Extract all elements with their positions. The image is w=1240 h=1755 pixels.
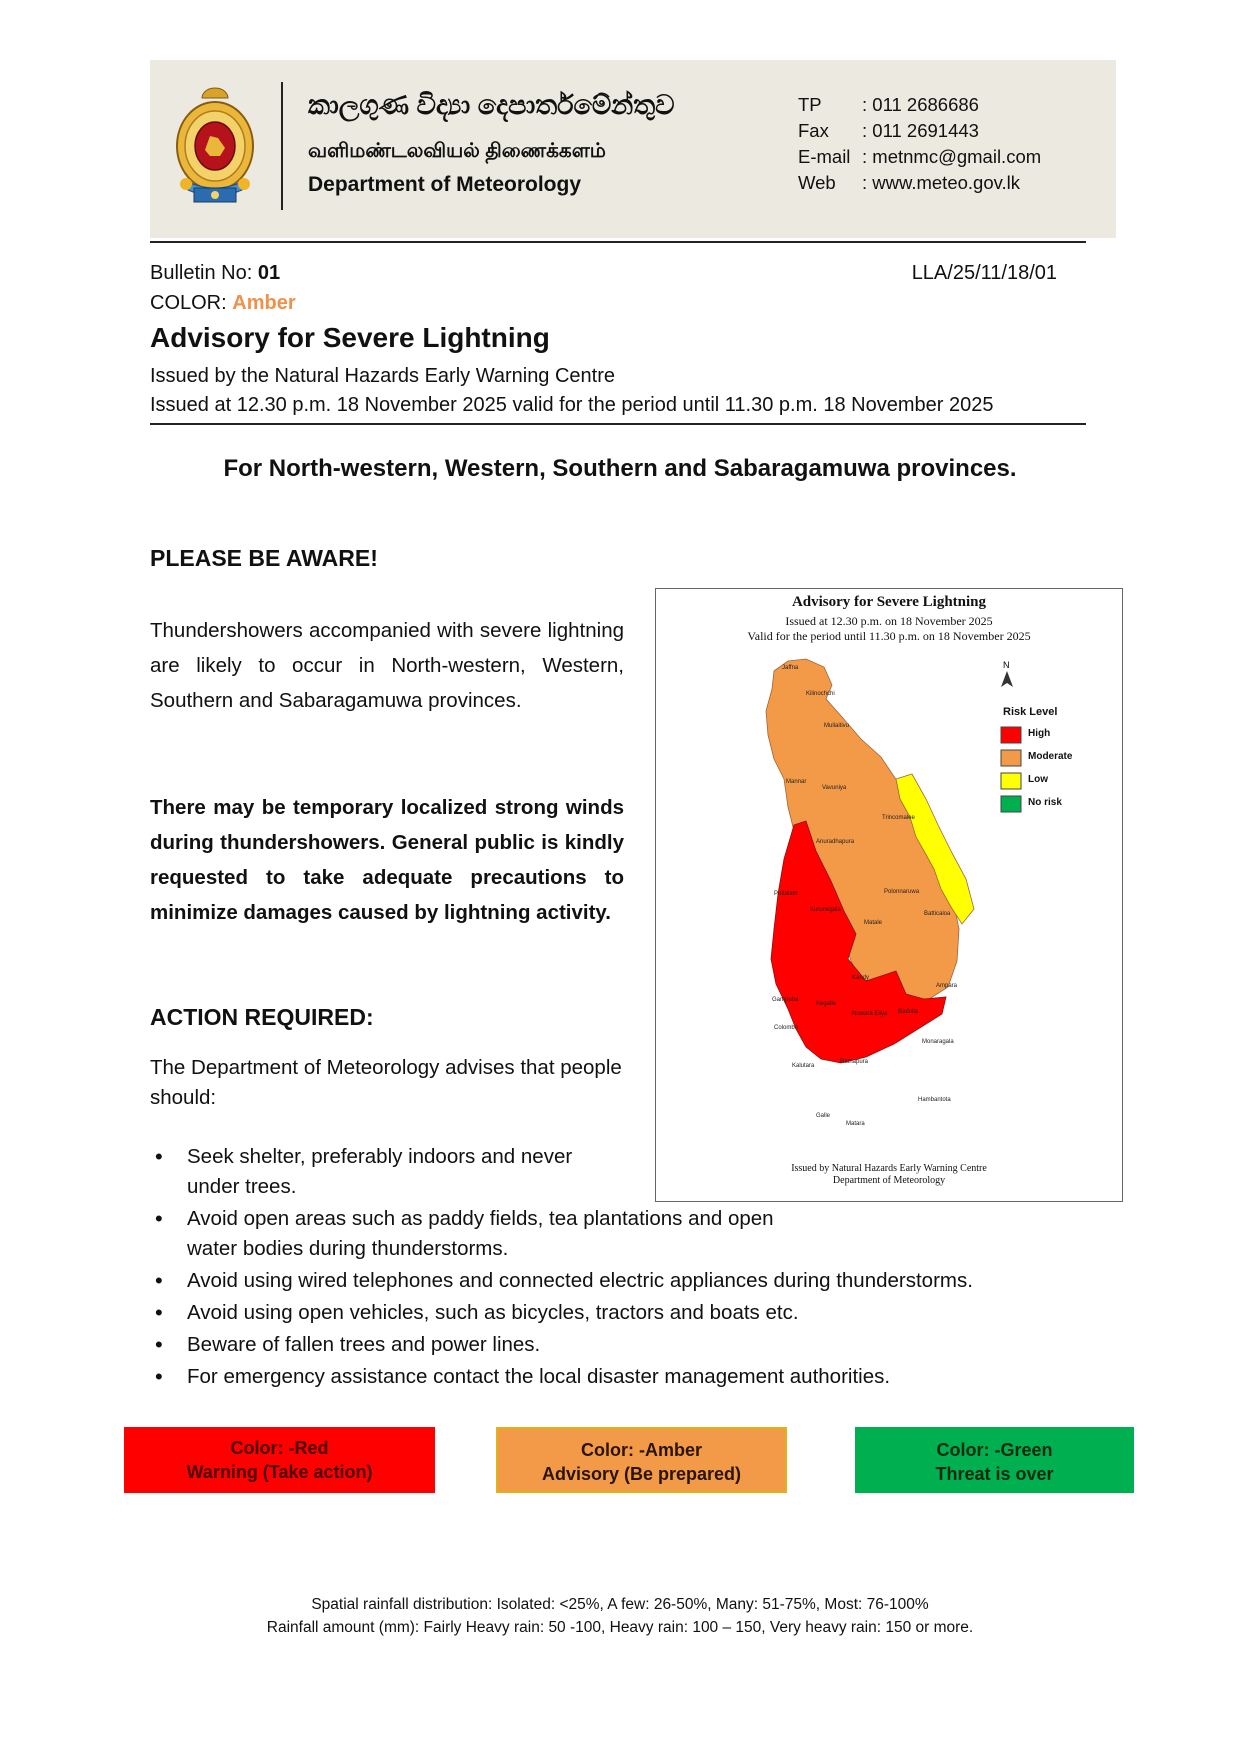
- map-issued: Issued at 12.30 p.m. on 18 November 2025: [785, 614, 993, 628]
- district-label: Mannar: [786, 779, 807, 785]
- provinces-heading: For North-western, Western, Southern and Sabaragamuwa provinces.: [223, 455, 1017, 482]
- letterhead: [150, 60, 1116, 238]
- forecast-paragraph: Thundershowers accompanied with severe lightning are likely to occur in North-western, Western, Southern and Sabaragamuwa provinces.: [150, 619, 624, 712]
- legend-swatch-no-risk: [1001, 796, 1021, 812]
- district-label: Colombo: [774, 1025, 799, 1031]
- list-item: • Seek shelter, preferably indoors and never under trees.: [150, 1142, 587, 1202]
- bulletin-color: COLOR: Amber: [150, 292, 296, 314]
- map-footer-department: Department of Meteorology: [832, 1175, 946, 1186]
- section-rule: [150, 423, 1086, 425]
- district-label: Jaffna: [782, 665, 799, 671]
- action-heading: ACTION REQUIRED:: [150, 1004, 374, 1030]
- map-footer-centre: Issued by Natural Hazards Early Warning Centre: [791, 1163, 987, 1174]
- color-box-amber: Color: -Amber Advisory (Be prepared): [496, 1427, 787, 1493]
- legend-label-no-risk: No risk: [1028, 797, 1062, 808]
- list-item: • Avoid using open vehicles, such as bicycles, tractors and boats etc.: [150, 1298, 1090, 1328]
- legend-title: Risk Level: [1003, 706, 1058, 718]
- bulletin-number: Bulletin No: 01: [150, 262, 281, 284]
- district-label: Trincomalee: [882, 815, 915, 821]
- aware-heading: PLEASE BE AWARE!: [150, 545, 378, 571]
- district-label: Galle: [816, 1113, 831, 1119]
- national-emblem-icon: [172, 84, 258, 208]
- district-label: Matara: [846, 1121, 865, 1127]
- district-label: Kurunegala: [810, 907, 841, 913]
- issued-at: Issued at 12.30 p.m. 18 November 2025 valid for the period until 11.30 p.m. 18 November 2025: [150, 394, 994, 416]
- list-item: • For emergency assistance contact the local disaster management authorities.: [150, 1362, 1090, 1392]
- list-item: • Beware of fallen trees and power lines.: [150, 1330, 1090, 1360]
- map-valid: Valid for the period until 11.30 p.m. on 18 November 2025: [747, 629, 1031, 643]
- district-label: Kilinochchi: [806, 691, 835, 697]
- district-label: Monaragala: [922, 1039, 954, 1045]
- district-label: Ratnapura: [840, 1059, 869, 1065]
- district-label: Badulla: [898, 1009, 919, 1015]
- district-label: Mullaitivu: [824, 723, 850, 729]
- contact-fax: Fax : 011 2691443: [798, 120, 979, 141]
- list-item: • Avoid open areas such as paddy fields, tea plantations and open water bodies during thunderstorms.: [150, 1204, 787, 1264]
- district-label: Hambantota: [918, 1097, 951, 1103]
- department-name-english: Department of Meteorology: [308, 173, 582, 196]
- district-label: Puttalam: [774, 891, 798, 897]
- contact-email: E-mail : metnmc@gmail.com: [798, 146, 1042, 167]
- action-intro: The Department of Meteorology advises that people should:: [150, 1056, 622, 1109]
- contact-tp: TP : 011 2686686: [798, 94, 979, 115]
- legend-label-moderate: Moderate: [1028, 751, 1073, 762]
- district-label: Matale: [864, 920, 883, 926]
- district-label: Kalutara: [792, 1063, 815, 1069]
- precaution-paragraph: There may be temporary localized strong winds during thundershowers. General public is kindly requested to take adequate precautions to minimize damages caused by lightning activity.: [150, 796, 624, 924]
- rainfall-amount-note: Rainfall amount (mm): Fairly Heavy rain: 50 -100, Heavy rain: 100 – 150, Very heavy rain: 150 or more.: [266, 1619, 974, 1636]
- district-label: Kandy: [852, 975, 870, 981]
- department-name-tamil: வளிமண்டலவியல் திணைக்களம்: [308, 140, 606, 162]
- district-label: Vavuniya: [822, 785, 847, 791]
- north-arrow-icon: [1001, 671, 1013, 687]
- legend-label-high: High: [1028, 728, 1051, 739]
- issued-by: Issued by the Natural Hazards Early Warning Centre: [150, 365, 616, 387]
- district-label: Kegalle: [816, 1001, 837, 1007]
- bulletin-reference: LLA/25/11/18/01: [911, 262, 1057, 284]
- legend-swatch-high: [1001, 727, 1021, 743]
- district-label: Batticaloa: [924, 911, 951, 917]
- contact-details: [798, 92, 1041, 196]
- legend-swatch-moderate: [1001, 750, 1021, 766]
- header-rule: [150, 241, 1086, 243]
- map-title: Advisory for Severe Lightning: [791, 594, 987, 610]
- district-label: Ampara: [936, 983, 958, 989]
- rainfall-distribution-note: Spatial rainfall distribution: Isolated: <25%, A few: 26-50%, Many: 51-75%, Most: 76-100%: [311, 1596, 929, 1613]
- north-label: N: [1003, 660, 1010, 670]
- legend-label-low: Low: [1028, 774, 1048, 785]
- district-label: Anuradhapura: [816, 839, 855, 845]
- sri-lanka-map: [656, 589, 1122, 1201]
- contact-web: Web : www.meteo.gov.lk: [798, 172, 1020, 193]
- district-label: Nuwara Eliya: [852, 1011, 888, 1017]
- department-name-sinhala: කාලගුණ විද්‍යා දෙපාර්තමේන්තුව: [308, 90, 675, 120]
- color-box-green: Color: -Green Threat is over: [855, 1427, 1134, 1493]
- district-label: Gampaha: [772, 997, 799, 1003]
- district-label: Polonnaruwa: [884, 889, 920, 895]
- advisory-title: Advisory for Severe Lightning: [150, 322, 550, 353]
- list-item: • Avoid using wired telephones and connected electric appliances during thunderstorms.: [150, 1266, 1090, 1296]
- legend-swatch-low: [1001, 773, 1021, 789]
- header-divider: [281, 82, 283, 210]
- risk-map: [655, 588, 1123, 1202]
- color-box-red: Color: -Red Warning (Take action): [124, 1427, 435, 1493]
